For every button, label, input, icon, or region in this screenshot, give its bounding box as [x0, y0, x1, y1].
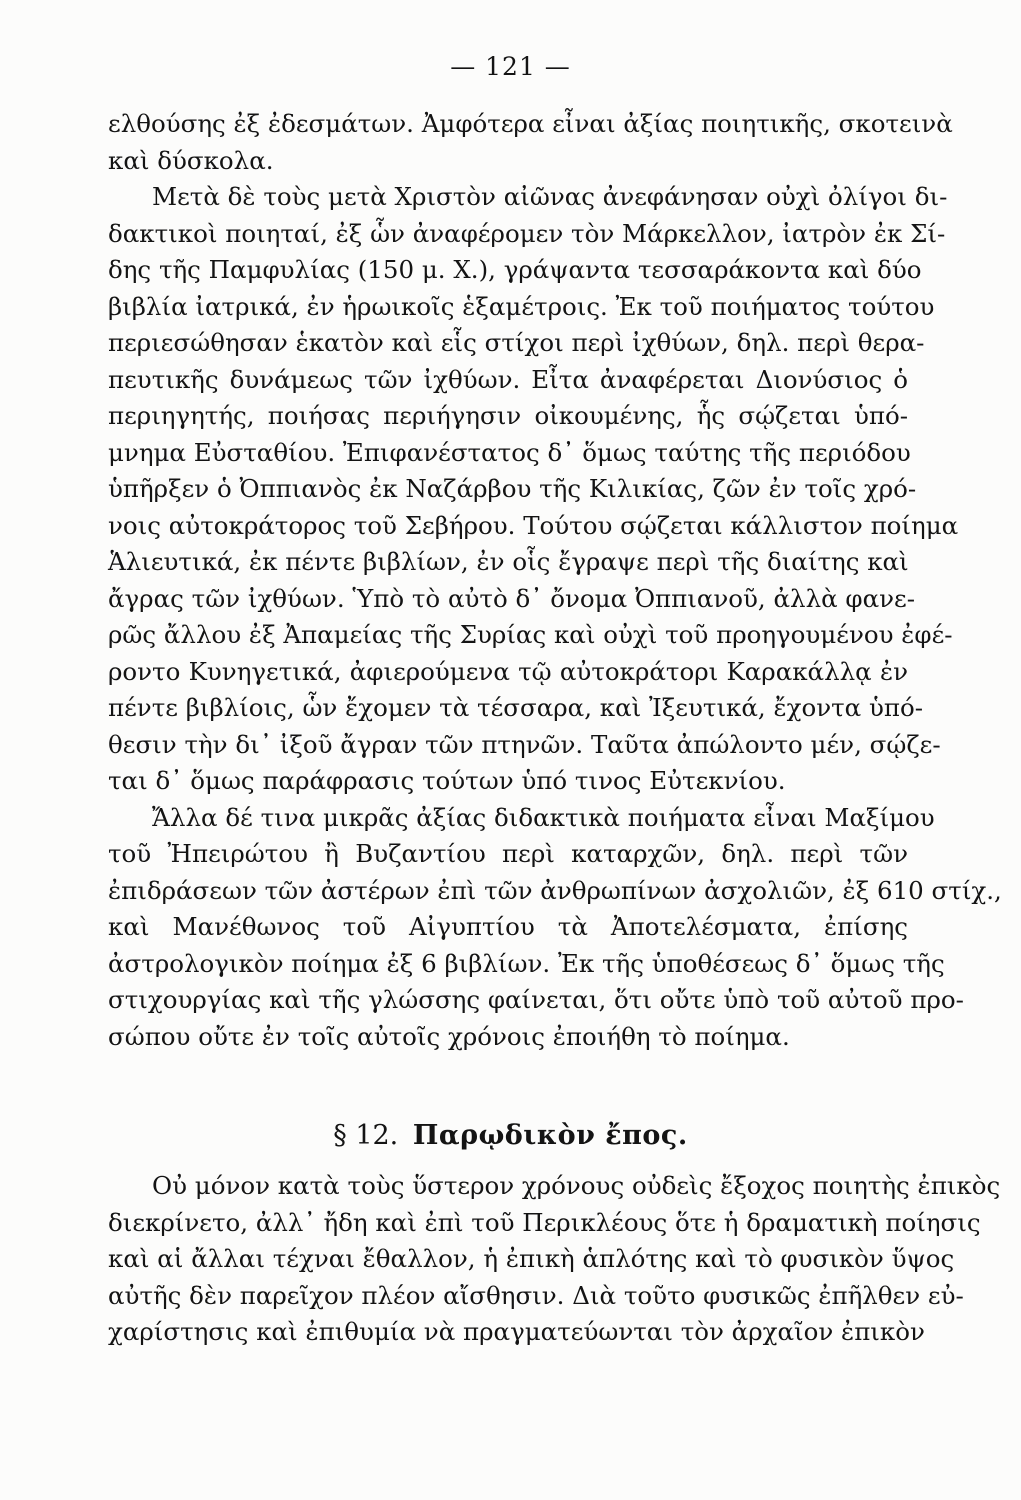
text-line: πευτικῆς δυνάμεως τῶν ἰχθύων. Εἶτα ἀναφέρεται Διονύσιος ὁ	[108, 364, 908, 394]
text-line: βιβλία ἰατρικά, ἐν ἡρωικοῖς ἑξαμέτροις. Ἐκ τοῦ ποιήματος τούτου	[108, 291, 935, 321]
section-symbol: §	[333, 1120, 347, 1151]
text-line: ελθούσης ἐξ ἐδεσμάτων. Ἀμφότερα εἶναι ἀξίας ποιητικῆς, σκοτεινὰ	[108, 109, 953, 138]
text-line: ὑπῆρξεν ὁ Ὀππιανὸς ἐκ Ναζάρβου τῆς Κιλικίας, ζῶν ἐν τοῖς χρό-	[108, 474, 917, 503]
text-line: Ἄλλα δέ τινα μικρᾶς ἀξίας διδακτικὰ ποιήματα εἶναι Μαξίμου	[152, 802, 935, 832]
text-line: καὶ Μανέθωνος τοῦ Αἰγυπτίου τὰ Ἀποτελέσματα, ἐπίσης	[108, 912, 908, 941]
text-line: χαρίστησις καὶ ἐπιθυμία νὰ πραγματεύωνται τὸν ἀρχαῖον ἐπικὸν	[108, 1317, 925, 1346]
text-line: στιχουργίας καὶ τῆς γλώσσης φαίνεται, ὅτι οὔτε ὑπὸ τοῦ αὐτοῦ προ-	[108, 985, 964, 1014]
text-line: νοις αὐτοκράτορος τοῦ Σεβήρου. Τούτου σῴζεται κάλλιστον ποίημα	[108, 510, 959, 540]
text-line: ροντο Κυνηγετικά, ἀφιερούμενα τῷ αὐτοκράτορι Καρακάλλᾳ ἐν	[108, 656, 908, 686]
text-line: τοῦ Ἠπειρώτου ἢ Βυζαντίου περὶ καταρχῶν, δηλ. περὶ τῶν	[108, 839, 908, 868]
text-line: διεκρίνετο, ἀλλ᾽ ἤδη καὶ ἐπὶ τοῦ Περικλέους ὅτε ἡ δραματικὴ ποίησις	[108, 1207, 981, 1237]
text-line: αὐτῆς δὲν παρεῖχον πλέον αἴσθησιν. Διὰ τοῦτο φυσικῶς ἐπῆλθεν εὐ-	[108, 1280, 964, 1310]
text-line: Μετὰ δὲ τοὺς μετὰ Χριστὸν αἰῶνας ἀνεφάνησαν οὐχὶ ὀλίγοι δι-	[152, 182, 948, 211]
section-heading	[0, 1118, 1021, 1154]
text-line: θεσιν τὴν δι᾽ ἰξοῦ ἄγραν τῶν πτηνῶν. Ταῦτα ἀπώλοντο μέν, σῴζε-	[108, 729, 941, 759]
text-line: ἐπιδράσεων τῶν ἀστέρων ἐπὶ τῶν ἀνθρωπίνων ἀσχολιῶν, ἐξ 610 στίχ.,	[108, 875, 1002, 905]
text-line: καὶ αἱ ἄλλαι τέχναι ἔθαλλον, ἡ ἐπικὴ ἁπλότης καὶ τὸ φυσικὸν ὕψος	[108, 1244, 955, 1273]
text-line: ἄγρας τῶν ἰχθύων. Ὑπὸ τὸ αὐτὸ δ᾽ ὄνομα Ὀππιανοῦ, ἀλλὰ φανε-	[108, 583, 915, 613]
text-line: ἀστρολογικὸν ποίημα ἐξ 6 βιβλίων. Ἐκ τῆς ὑποθέσεως δ᾽ ὅμως τῆς	[108, 948, 945, 978]
text-line: μνημα Εὐσταθίου. Ἐπιφανέστατος δ᾽ ὅμως ταύτης τῆς περιόδου	[108, 437, 911, 467]
section-text	[108, 1168, 1001, 1351]
text-line: ρῶς ἄλλου ἐξ Ἀπαμείας τῆς Συρίας καὶ οὐχὶ τοῦ προηγουμένου ἐφέ-	[108, 620, 953, 649]
text-line: καὶ δύσκολα.	[108, 145, 274, 175]
page-number: — 121 —	[450, 52, 571, 81]
section-number: 12.	[355, 1120, 399, 1151]
text-line: Ἁλιευτικά, ἐκ πέντε βιβλίων, ἐν οἷς ἔγραψε περὶ τῆς διαίτης καὶ	[108, 547, 909, 576]
main-text	[108, 106, 1002, 1055]
text-line: ται δ᾽ ὅμως παράφρασις τούτων ὑπό τινος Εὐτεκνίου.	[108, 766, 786, 795]
text-line: περιηγητής, ποιήσας περιήγησιν οἰκουμένης, ἧς σῴζεται ὑπό-	[108, 401, 908, 430]
text-line: πέντε βιβλίοις, ὧν ἔχομεν τὰ τέσσαρα, καὶ Ἰξευτικά, ἔχοντα ὑπό-	[108, 693, 924, 722]
text-line: δης τῆς Παμφυλίας (150 μ. Χ.), γράψαντα τεσσαράκοντα καὶ δύο	[108, 255, 922, 284]
text-line: περιεσώθησαν ἑκατὸν καὶ εἷς στίχοι περὶ ἰχθύων, δηλ. περὶ θερα-	[108, 328, 925, 357]
section-title: Παρῳδικὸν ἔπος.	[412, 1120, 688, 1151]
text-line: Οὐ μόνον κατὰ τοὺς ὕστερον χρόνους οὐδεὶς ἔξοχος ποιητὴς ἐπικὸς	[152, 1171, 1001, 1200]
text-line: δακτικοὶ ποιηταί, ἐξ ὧν ἀναφέρομεν τὸν Μάρκελλον, ἰατρὸν ἐκ Σί-	[108, 218, 946, 248]
text-line: σώπου οὔτε ἐν τοῖς αὐτοῖς χρόνοις ἐποιήθη τὸ ποίημα.	[108, 1021, 790, 1051]
